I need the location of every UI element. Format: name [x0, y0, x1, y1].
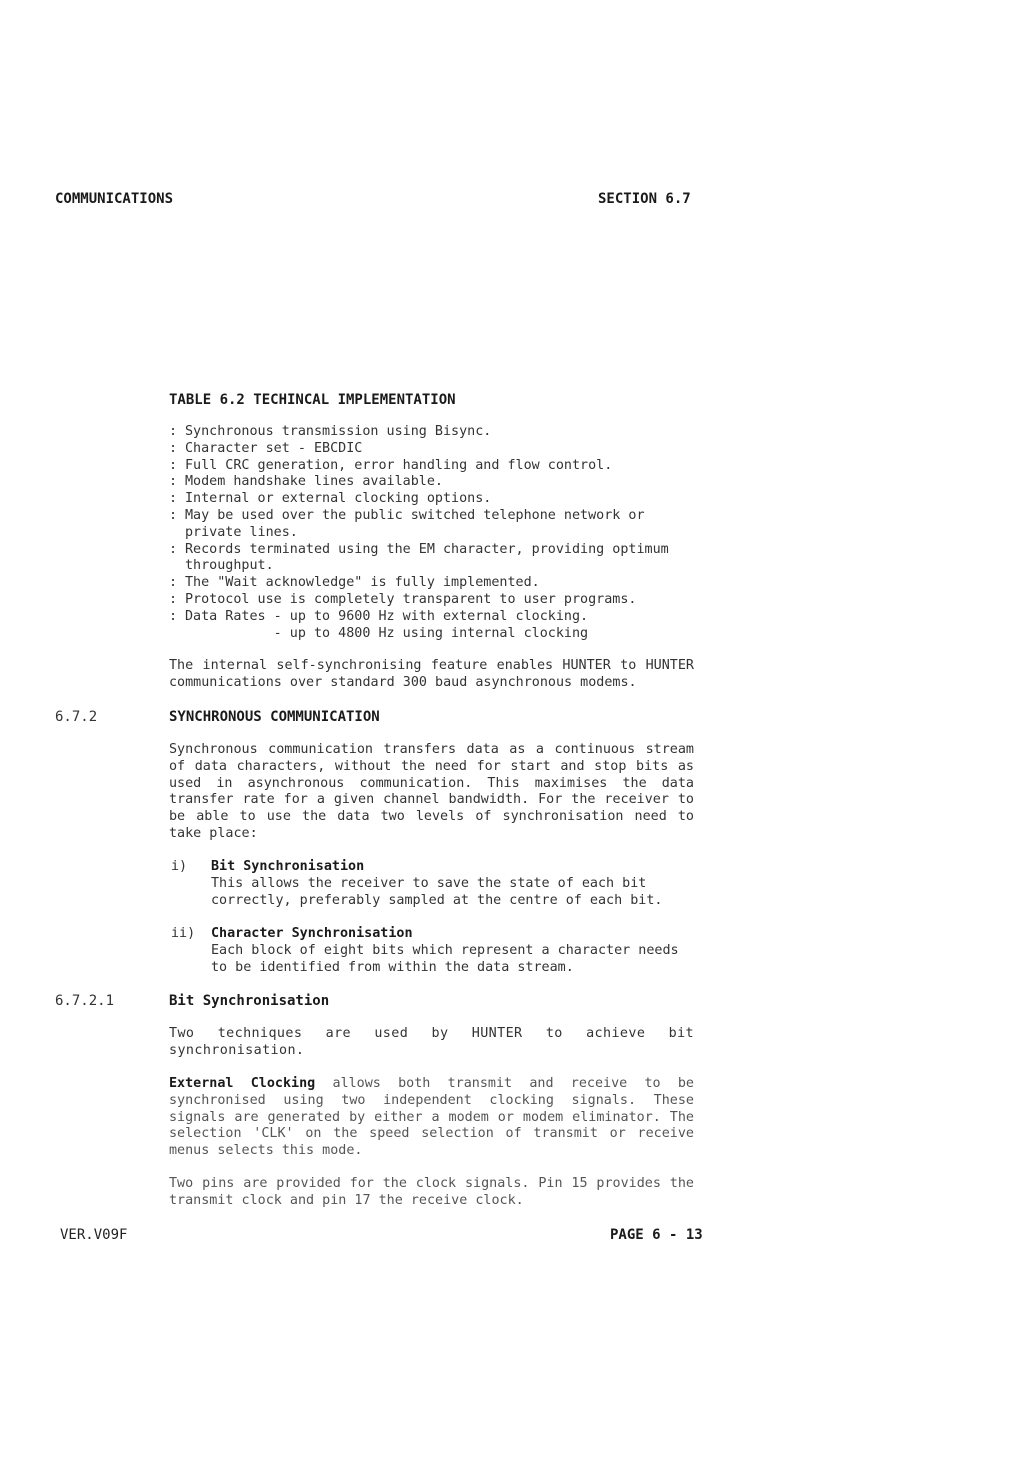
implementation-list: [169, 424, 709, 642]
external-clocking-text: allows both transmit and receive to be synchronised using two independent clocking signals. These signals are generated by either a modem or modem eliminator. The selection 'CLK' on the speed selection of transmit or receive menus selects this mode.: [169, 1076, 694, 1159]
table-note: The internal self-synchronising feature enables HUNTER to HUNTER communications over standard 300 baud asynchronous modems.: [169, 658, 694, 690]
list-item: : May be used over the public switched telephone network or: [169, 507, 645, 523]
table-title: TABLE 6.2 TECHINCAL IMPLEMENTATION: [169, 392, 456, 408]
point-char-sync: [211, 926, 691, 976]
list-item-continuation: - up to 4800 Hz using internal clocking: [185, 625, 589, 641]
section-heading: SYNCHRONOUS COMMUNICATION: [169, 709, 380, 725]
list-item: : Full CRC generation, error handling and flow control.: [169, 457, 613, 473]
list-item: : Protocol use is completely transparent to user programs.: [169, 591, 637, 607]
header-section-number: SECTION 6.7: [598, 191, 691, 207]
subsection-heading: Bit Synchronisation: [169, 993, 330, 1009]
point-text: Each block of eight bits which represent a character needs to be identified from within the data stream.: [211, 942, 679, 975]
list-item-continuation: throughput.: [185, 558, 274, 574]
subsection-number: 6.7.2.1: [55, 993, 115, 1009]
list-item: : Records terminated using the EM character, providing optimum: [169, 541, 669, 557]
footer-page-number: PAGE 6 - 13: [610, 1227, 703, 1243]
point-bit-sync: [211, 859, 691, 909]
list-item: : Synchronous transmission using Bisync.: [169, 424, 492, 439]
point-number: ii): [171, 926, 196, 941]
point-text: This allows the receiver to save the state of each bit correctly, preferably sampled at the centre of each bit.: [211, 875, 663, 908]
list-item-continuation: private lines.: [185, 524, 298, 540]
point-number: i): [171, 859, 188, 874]
list-item: : Internal or external clocking options.: [169, 491, 492, 507]
external-clocking-label: External Clocking: [169, 1076, 316, 1091]
list-item: : The "Wait acknowledge" is fully implemented.: [169, 575, 540, 591]
point-title: Character Synchronisation: [211, 926, 413, 941]
point-title: Bit Synchronisation: [211, 859, 365, 874]
section-number: 6.7.2: [55, 709, 98, 725]
external-clocking-paragraph: [169, 1076, 694, 1160]
header-section-name: COMMUNICATIONS: [55, 191, 174, 207]
clock-pins-paragraph: Two pins are provided for the clock signals. Pin 15 provides the transmit clock and pin 17 the receive clock.: [169, 1176, 694, 1208]
subsection-intro: Two techniques are used by HUNTER to achieve bit synchronisation.: [169, 1026, 694, 1058]
section-paragraph: Synchronous communication transfers data as a continuous stream of data characters, without the need for start and stop bits as used in asynchronous communication. This maximises the data transfer rate for a given channel bandwidth. For the receiver to be able to use the data two levels of synchronisation need to take place:: [169, 742, 694, 841]
list-item: : Data Rates - up to 9600 Hz with external clocking.: [169, 608, 589, 624]
list-item: : Modem handshake lines available.: [169, 474, 443, 490]
list-item: : Character set - EBCDIC: [169, 440, 363, 456]
footer-version: VER.V09F: [60, 1227, 128, 1243]
